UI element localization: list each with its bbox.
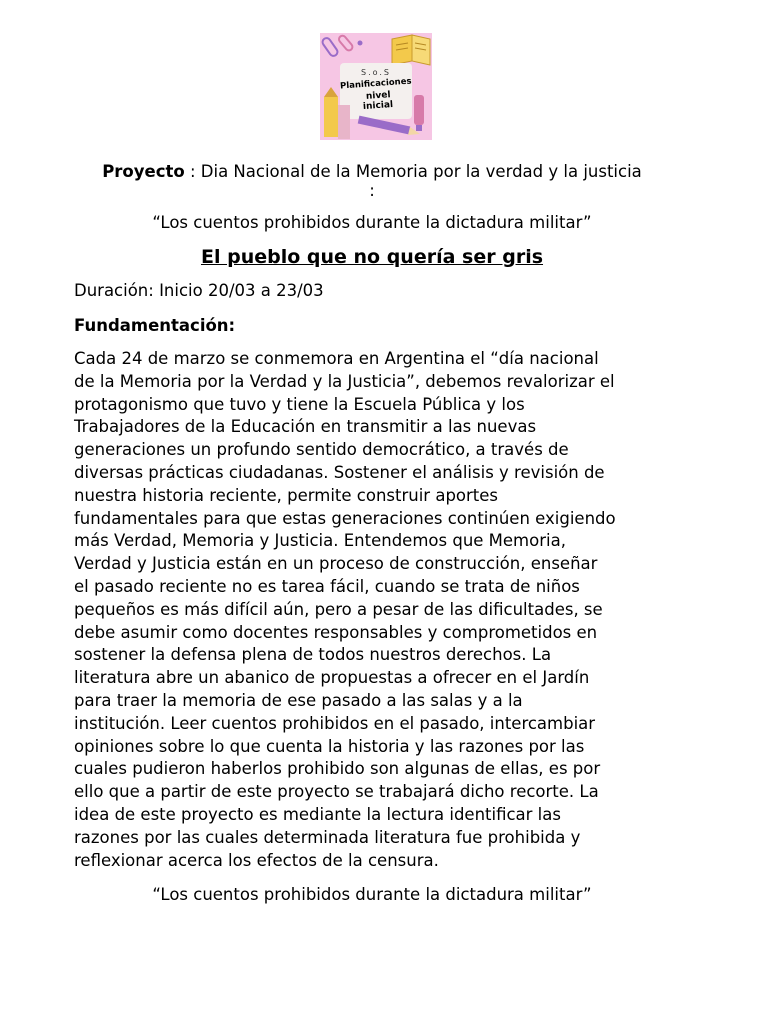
paragraph-line: diversas prácticas ciudadanas. Sostener el análisis y revisión de (74, 462, 605, 482)
paragraph-line: idea de este proyecto es mediante la lectura identificar las (74, 804, 561, 824)
paragraph-line: Cada 24 de marzo se conmemora en Argentina el “día nacional (74, 349, 599, 368)
paragraph-line: cuales pudieron haberlos prohibido son algunas de ellas, es por (74, 759, 601, 779)
logo-sos-text: S.o.S (361, 68, 391, 77)
proyecto-line (74, 161, 670, 198)
paragraph-line: protagonismo que tuvo y tiene la Escuela Pública y los (74, 394, 525, 414)
paragraph-line: nuestra historia reciente, permite construir aportes (74, 485, 499, 505)
closing-quote: “Los cuentos prohibidos durante la dictadura militar” (152, 885, 592, 904)
paragraph-line: pequeños es más difícil aún, pero a pesar de las dificultades, se (74, 599, 603, 619)
logo-planificaciones-text: Planificaciones (339, 76, 413, 92)
paragraph-line: Trabajadores de la Educación en transmitir a las nuevas (74, 417, 537, 437)
paragraph-line: opiniones sobre lo que cuenta la historia y las razones por las (74, 736, 585, 756)
paragraph-line: Verdad y Justicia están en un proceso de construcción, enseñar (74, 554, 598, 574)
paragraph-line: reflexionar acerca los efectos de la censura. (74, 850, 439, 870)
paragraph-line: institución. Leer cuentos prohibidos en el pasado, intercambiar (74, 713, 596, 733)
logo-inicial-text: inicial (362, 99, 394, 113)
duracion-line: Duración: Inicio 20/03 a 23/03 (74, 281, 324, 300)
logo (320, 33, 432, 140)
paragraph-line: ello que a partir de este proyecto se trabajará dicho recorte. La (74, 782, 599, 802)
paragraph-line: razones por las cuales determinada literatura fue prohibida y (74, 827, 581, 847)
proyecto-label: Proyecto (102, 162, 185, 181)
document-title: El pueblo que no quería ser gris (200, 246, 544, 268)
fundamentacion-heading: Fundamentación: (74, 316, 236, 335)
proyecto-text-continuation: : (369, 180, 375, 200)
paragraph-line: más Verdad, Memoria y Justicia. Entendemos que Memoria, (74, 531, 566, 551)
paragraph-line: para traer la memoria de ese pasado a las salas y a la (74, 690, 523, 710)
logo-nivel-text: nivel (365, 90, 391, 102)
paragraph-line: generaciones un profundo sentido democrático, a través de (74, 440, 569, 460)
subtitle-quote: “Los cuentos prohibidos durante la dictadura militar” (152, 213, 592, 232)
paragraph-line: literatura abre un abanico de propuestas a ofrecer en el Jardín (74, 668, 590, 688)
paragraph-line: debe asumir como docentes responsables y comprometidos en (74, 622, 598, 642)
proyecto-text: : Dia Nacional de la Memoria por la verdad y la justicia (184, 162, 642, 181)
paragraph-line: de la Memoria por la Verdad y la Justicia”, debemos revalorizar el (74, 371, 615, 391)
paragraph-line: fundamentales para que estas generaciones continúen exigiendo (74, 508, 616, 528)
paragraph-line: sostener la defensa plena de todos nuestros derechos. La (74, 645, 552, 665)
paragraph-line: el pasado reciente no es tarea fácil, cuando se trata de niños (74, 576, 580, 596)
fundamentacion-paragraph (74, 348, 700, 872)
